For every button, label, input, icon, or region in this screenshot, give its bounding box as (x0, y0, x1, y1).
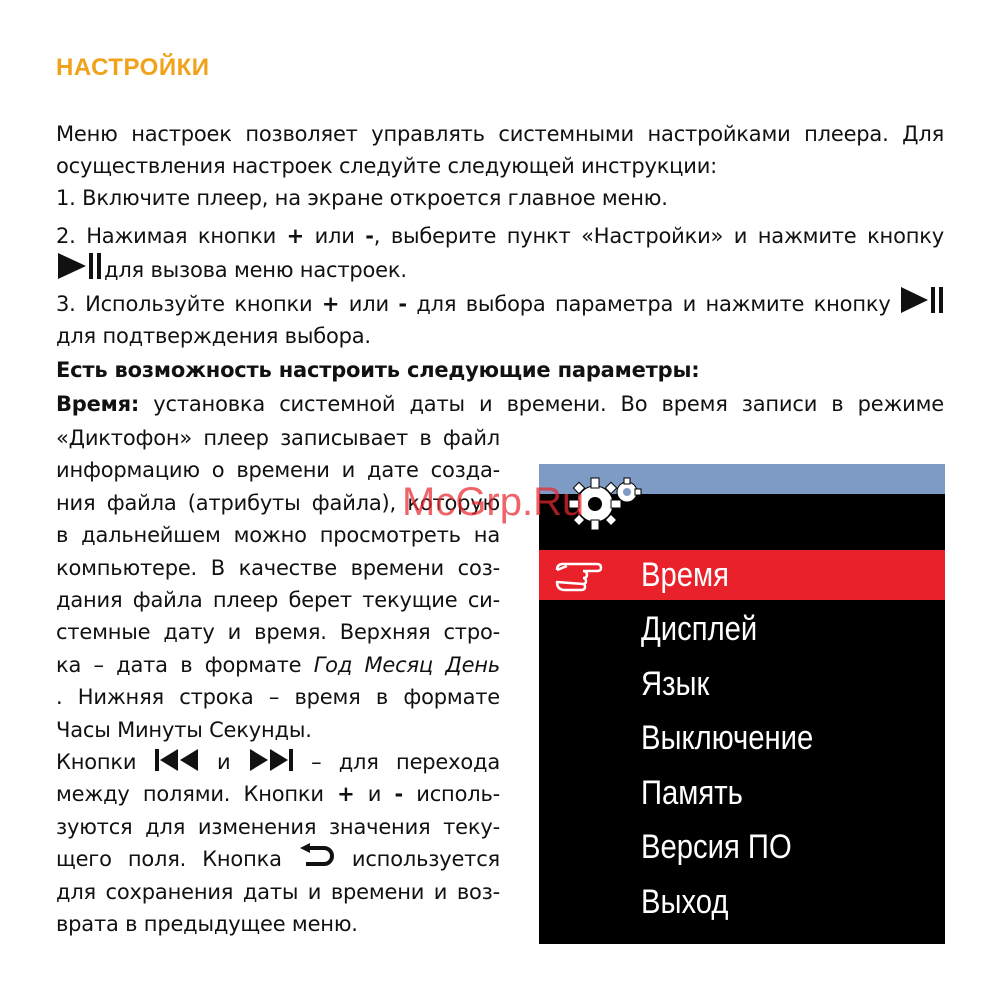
time-line-16: для сохранения даты и времени и воз- (56, 879, 500, 904)
menu-item-4[interactable] (539, 713, 945, 763)
time-line-9-text: ка – дата в формате (56, 652, 302, 677)
time-line-15 (56, 843, 500, 875)
menu-item-2[interactable] (539, 604, 945, 654)
page-title: НАСТРОЙКИ (56, 54, 210, 81)
intro-line-2: осуществления настроек следуйте следующей инструкции: (56, 154, 718, 178)
time-param-line-1 (56, 388, 944, 420)
time-line-17: врата в предыдущее меню. (56, 912, 358, 937)
params-heading: Есть возможность настроить следующие параметры: (56, 358, 700, 382)
menu-item-label: Выход (641, 883, 729, 921)
step-1 (56, 182, 944, 214)
play-pause-icon (56, 252, 104, 280)
step-2-line-1 (56, 220, 944, 252)
menu-item-6[interactable] (539, 822, 945, 872)
time-line-15-text-a: щего поля. Кнопка (56, 847, 282, 872)
back-arrow-icon (298, 843, 336, 869)
hand-pointer-icon (553, 560, 603, 592)
date-format: Год Месяц День (313, 652, 500, 677)
menu-item-label: Версия ПО (641, 828, 792, 866)
step-3-line-1 (56, 286, 944, 320)
step-1-text: 1. Включите плеер, на экране откроется главное меню. (56, 186, 668, 210)
time-line-2: «Диктофон» плеер записывает в файл (56, 426, 500, 450)
menu-item-3[interactable] (539, 659, 945, 709)
time-line-3: информацию о времени и дате созда- (56, 458, 500, 483)
time-line-10: . Нижняя строка – время в формате (56, 685, 500, 710)
step-2-line-2 (56, 252, 944, 286)
time-line-14: зуются для изменения значения теку- (56, 814, 500, 839)
plus-key: + (321, 292, 340, 316)
menu-item-label: Выключение (641, 719, 814, 757)
plus-key: + (286, 224, 305, 248)
intro-line-1: Меню настроек позволяет управлять системными настройками плеера. Для (56, 122, 944, 146)
intro-paragraph (56, 118, 944, 182)
and-word: и (217, 750, 231, 775)
time-line-12 (56, 746, 500, 778)
watermark: McGrp.Ru (402, 480, 585, 524)
step-3 (56, 286, 944, 352)
plus-key: + (337, 782, 355, 807)
buttons-word: Кнопки (56, 750, 137, 775)
time-line-13-text-a: между полями. Кнопки (56, 782, 324, 807)
step-2-or: или (314, 224, 355, 248)
step-3-line-2: для подтверждения выбора. (56, 324, 371, 348)
menu-item-1[interactable] (539, 550, 945, 600)
play-pause-icon (900, 286, 944, 314)
step-2 (56, 220, 944, 286)
menu-item-label: Дисплей (641, 610, 758, 648)
menu-item-label: Язык (641, 665, 710, 703)
time-line-4: ния файла (атрибуты файла), которую (56, 490, 500, 515)
time-line-5: в дальнейшем можно просмотреть на (56, 523, 500, 548)
previous-track-icon (154, 748, 200, 772)
minus-key: - (394, 782, 403, 807)
time-param-text: установка системной даты и времени. Во время записи в режиме (153, 392, 944, 416)
time-line-9 (56, 649, 500, 681)
time-param-intro (56, 388, 944, 420)
step-3-text-b: для выбора параметра и нажмите кнопку (416, 292, 891, 316)
step-2-text-c: для вызова меню настроек. (104, 258, 407, 282)
next-track-icon (248, 748, 294, 772)
time-line-13-text-b: исполь- (416, 782, 500, 807)
menu-item-label: Память (641, 774, 743, 812)
menu-item-label: Время (641, 556, 729, 594)
step-3-or: или (348, 292, 389, 316)
time-line-13 (56, 778, 500, 810)
time-line-11: Часы Минуты Секунды. (56, 717, 312, 742)
player-screen (539, 464, 945, 944)
time-line-6: компьютере. В качестве времени соз- (56, 555, 500, 580)
menu-item-7[interactable] (539, 877, 945, 927)
time-line-15-text-b: используется (351, 847, 500, 872)
time-param-label: Время: (56, 392, 140, 416)
menu-item-5[interactable] (539, 768, 945, 818)
time-line-12-text: – для перехода (311, 750, 500, 775)
time-line-8: стемные дату и время. Верхняя стро- (56, 620, 500, 645)
and-word: и (367, 782, 382, 807)
minus-key: - (365, 224, 374, 248)
step-2-text-b: , выберите пункт «Настройки» и нажмите кнопку (373, 224, 944, 248)
minus-key: - (398, 292, 407, 316)
step-2-text-a: 2. Нажимая кнопки (56, 224, 277, 248)
time-line-7: дания файла плеер берет текущие си- (56, 588, 500, 613)
step-3-text-a: 3. Используйте кнопки (56, 292, 313, 316)
